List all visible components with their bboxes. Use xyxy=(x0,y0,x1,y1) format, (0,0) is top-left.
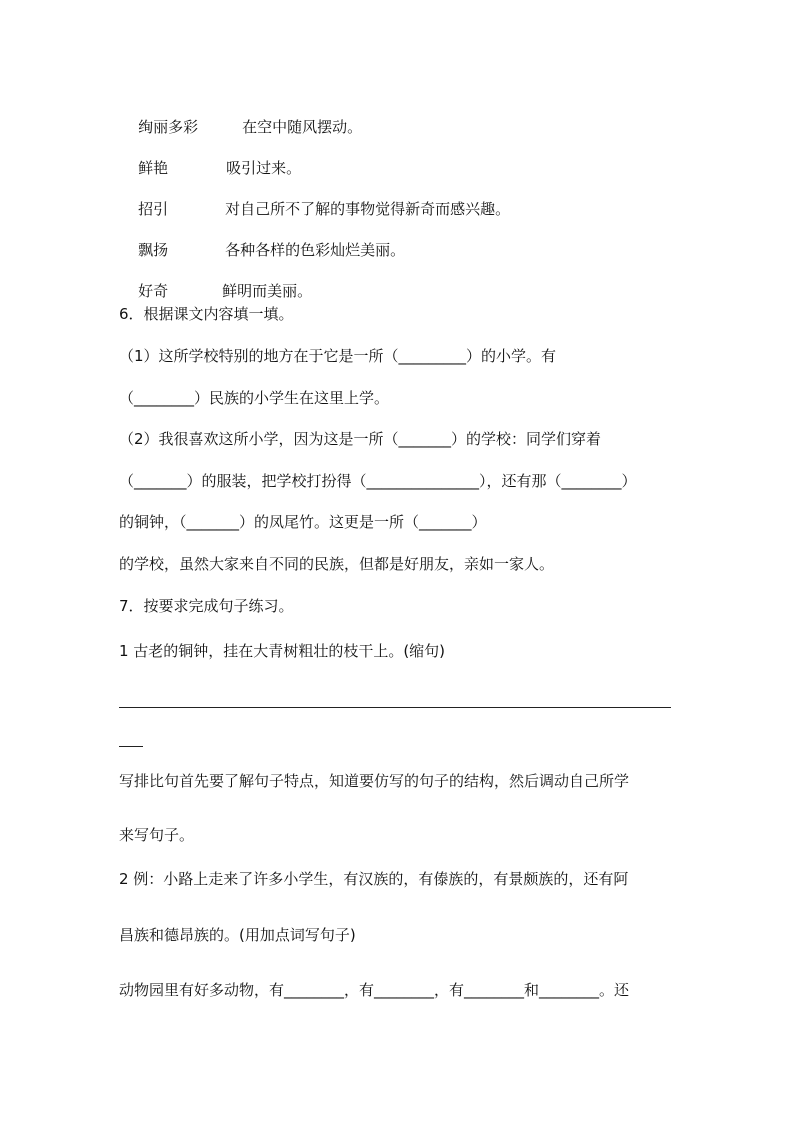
matching-definition: 对自己所不了解的事物觉得新奇而感兴趣。 xyxy=(225,200,511,218)
matching-word: 好奇 xyxy=(138,282,169,300)
question-7-note: 写排比句首先要了解句子特点，知道要仿写的句子的结构，然后调动自己所学 xyxy=(119,772,630,790)
question-7-item-2: 昌族和德昂族的。(用加点词写句子) xyxy=(119,926,356,944)
matching-definition: 在空中随风摆动。 xyxy=(242,118,363,136)
matching-word: 招引 xyxy=(138,200,169,218)
matching-word: 飘扬 xyxy=(138,241,169,259)
matching-word: 绚丽多彩 xyxy=(138,118,199,136)
question-6-line: 的铜钟，（_______）的凤尾竹。这更是一所（_______） xyxy=(119,513,487,531)
question-7-note: 来写句子。 xyxy=(119,826,195,844)
question-6-line: （_______）的服装，把学校打扮得（_______________），还有那（________） xyxy=(119,472,637,490)
question-7-item-1: 1 古老的铜钟，挂在大青树粗壮的枝干上。(缩句) xyxy=(119,642,446,660)
question-7-item-2-exercise[interactable]: 动物园里有好多动物，有________，有________，有________和________。还 xyxy=(119,981,630,999)
matching-word: 鲜艳 xyxy=(138,159,169,177)
matching-definition: 鲜明而美丽。 xyxy=(222,282,313,300)
question-6-title: 6．根据课文内容填一填。 xyxy=(119,305,294,323)
answer-line-end xyxy=(119,746,143,747)
question-7-title: 7．按要求完成句子练习。 xyxy=(119,597,294,615)
question-7-item-2: 2 例：小路上走来了许多小学生，有汉族的，有傣族的，有景颇族的，还有阿 xyxy=(119,870,629,888)
matching-definition: 各种各样的色彩灿烂美丽。 xyxy=(225,241,406,259)
question-6-line: （2）我很喜欢这所小学，因为这是一所（_______）的学校：同学们穿着 xyxy=(119,430,602,448)
matching-definition: 吸引过来。 xyxy=(226,159,302,177)
question-6-line: （________）民族的小学生在这里上学。 xyxy=(119,389,390,407)
answer-line[interactable] xyxy=(119,707,671,708)
question-6-line: 的学校，虽然大家来自不同的民族，但都是好朋友，亲如一家人。 xyxy=(119,555,555,573)
question-6-line: （1）这所学校特别的地方在于它是一所（_________）的小学。有 xyxy=(119,347,557,365)
